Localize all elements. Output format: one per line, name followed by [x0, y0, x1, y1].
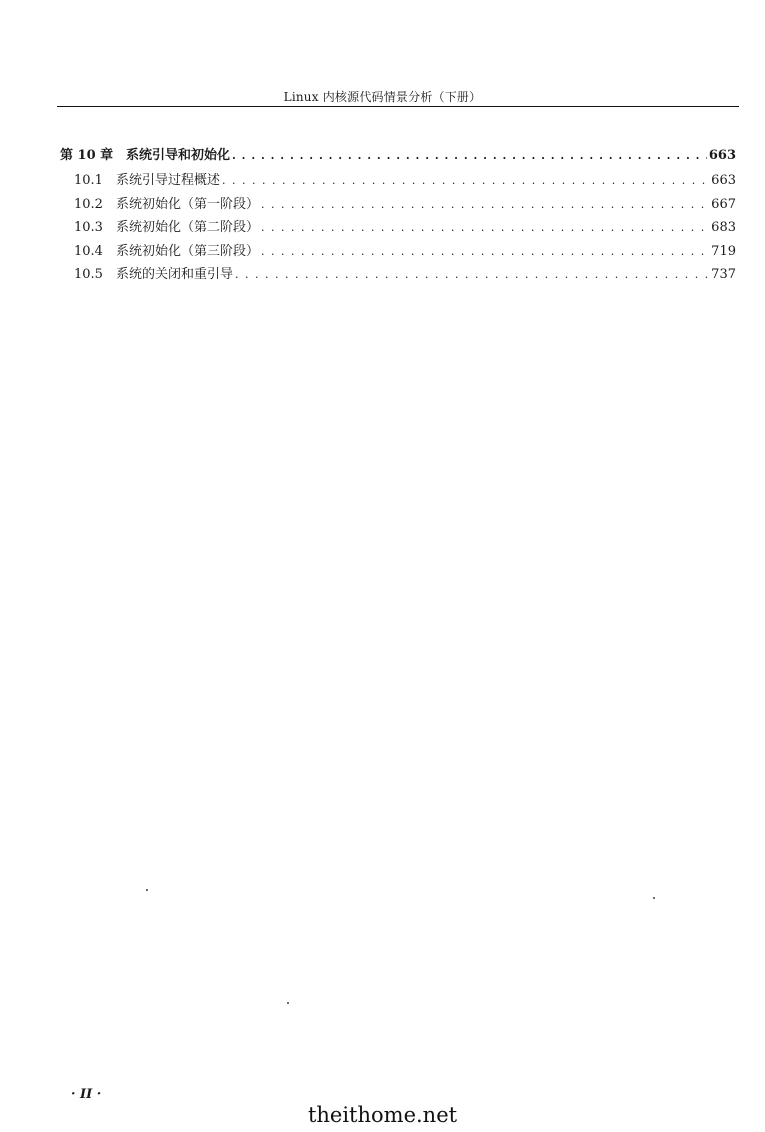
- scan-speck: [146, 889, 148, 891]
- section-number: 10.5: [74, 267, 103, 282]
- section-title: 系统初始化（第二阶段）: [116, 220, 260, 235]
- section-number: 10.2: [74, 196, 103, 212]
- section-number: 10.4: [74, 243, 103, 259]
- chapter-page-number: 663: [708, 148, 736, 163]
- table-of-contents: [60, 144, 736, 287]
- section-page-number: 663: [711, 173, 736, 188]
- dot-leader: [261, 221, 709, 234]
- dot-leader: [222, 174, 709, 187]
- section-title: 系统引导过程概述: [116, 173, 221, 188]
- section-title: 系统初始化（第三阶段）: [116, 243, 260, 259]
- section-title: 系统的关闭和重引导: [116, 267, 234, 282]
- scan-speck: [653, 897, 655, 899]
- chapter-number: 第 10 章: [60, 148, 114, 163]
- dot-leader: [261, 198, 709, 211]
- section-page-number: 719: [711, 243, 736, 259]
- section-number: 10.1: [74, 173, 103, 188]
- toc-chapter-entry[interactable]: [60, 144, 736, 166]
- toc-section-entry[interactable]: [60, 169, 736, 193]
- section-page-number: 683: [711, 220, 736, 235]
- dot-leader: [261, 245, 709, 258]
- dot-leader: [232, 149, 707, 162]
- toc-section-entry[interactable]: [60, 263, 736, 287]
- toc-section-entry[interactable]: [60, 193, 736, 217]
- running-header: Linux 内核源代码情景分析（下册）: [283, 90, 482, 104]
- page-folio: · II ·: [71, 1087, 102, 1102]
- chapter-title: 系统引导和初始化: [126, 148, 231, 163]
- scan-speck: [287, 1002, 289, 1004]
- section-page-number: 667: [711, 196, 736, 212]
- toc-section-entry[interactable]: [60, 240, 736, 264]
- dot-leader: [235, 268, 709, 281]
- section-page-number: 737: [711, 267, 736, 282]
- section-title: 系统初始化（第一阶段）: [116, 196, 260, 212]
- section-number: 10.3: [74, 220, 103, 235]
- site-watermark: theithome.net: [307, 1103, 458, 1127]
- header-rule: [57, 106, 739, 107]
- toc-section-entry[interactable]: [60, 216, 736, 240]
